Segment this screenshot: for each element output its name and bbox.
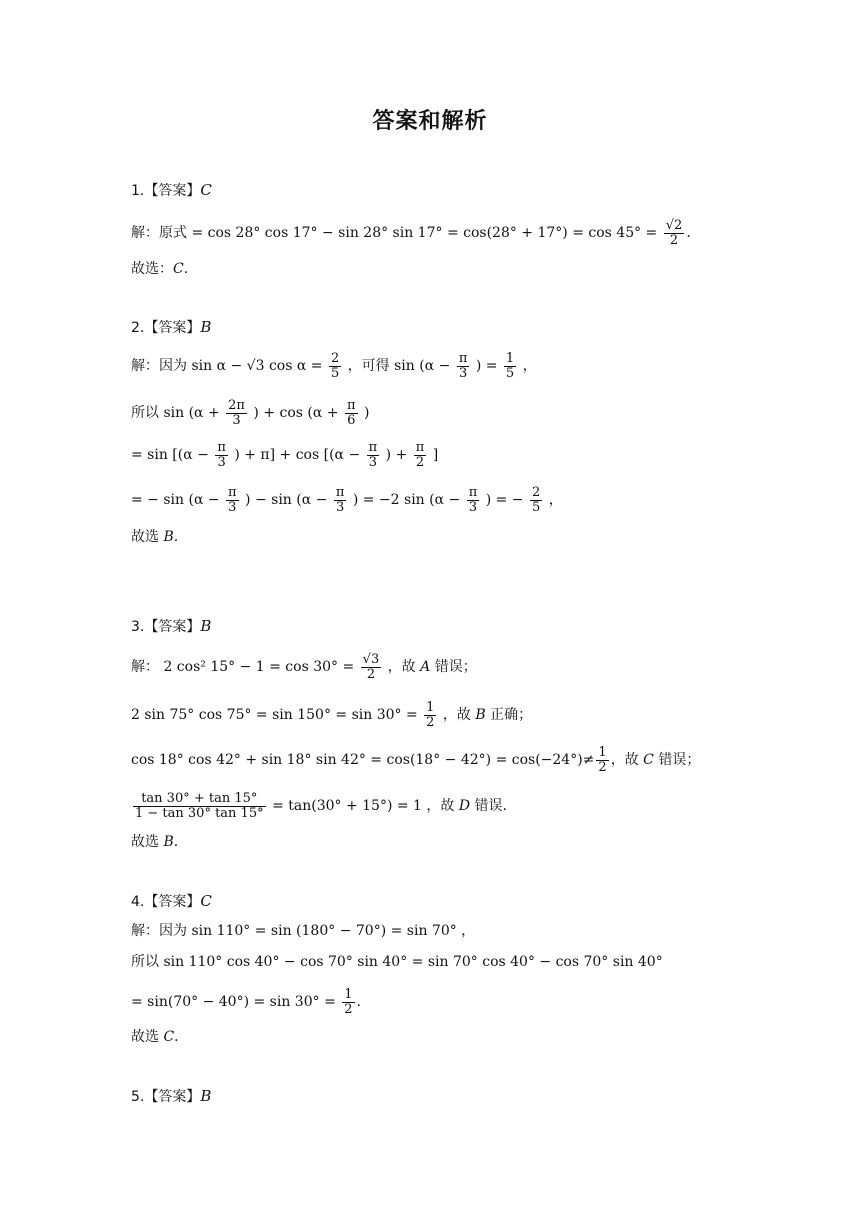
q2-l4-frac-3-den: 3 [468, 499, 478, 515]
q4-l3-a: = sin(70° − 40°) = sin 30° = [131, 994, 336, 1011]
q4-l3-frac-den: 2 [344, 1001, 353, 1017]
q2-l3-frac-3 [414, 441, 427, 469]
q3-l4-frac [133, 792, 266, 820]
q2-l4-frac-4-num: 2 [531, 485, 541, 500]
q2-l1-frac-2-den: 3 [458, 365, 468, 381]
q4-choice-label: 故选 [131, 1029, 164, 1045]
q3-l1-a: 解： 2 cos² 15° − 1 = cos 30° = [131, 659, 355, 676]
q3-l3-a: cos 18° cos 42° + sin 18° sin 42° = cos(18° − 42°) = cos(−24°)≠ [131, 752, 595, 769]
q2-l1-c: ) = [475, 358, 498, 375]
q1-heading-label: 1.【答案】 [131, 183, 201, 199]
q2-l3-frac-2 [367, 441, 380, 469]
q3-answer: B [200, 617, 212, 635]
q3-heading [131, 616, 211, 637]
q3-l2-frac [424, 701, 436, 729]
q2-l2-frac-2 [345, 399, 358, 427]
q4-heading-label: 4.【答案】 [131, 894, 201, 910]
q2-answer: B [200, 318, 212, 336]
q2-l4-frac-1-num: π [228, 485, 237, 500]
q2-l1-frac-2-num: π [458, 351, 468, 366]
q4-l3-b: . [356, 994, 361, 1011]
q2-l4-e: ， [548, 492, 563, 509]
q1-fraction [664, 219, 685, 247]
q2-l1-frac-1-den: 5 [330, 365, 340, 381]
q2-l3-frac-3-num: π [415, 440, 425, 455]
q3-l4-option: D [458, 798, 471, 815]
q3-l4-frac-num: tan 30° + tan 15° [133, 792, 266, 807]
q4-heading [131, 891, 212, 912]
q2-l3-frac-2-num: π [368, 440, 378, 455]
q1-solution-end: . [686, 225, 691, 242]
q3-l2-a: 2 sin 75° cos 75° = sin 150° = sin 30° = [131, 707, 418, 724]
q2-l3-frac-1 [215, 441, 228, 469]
q3-choice-end: . [173, 834, 179, 850]
q5-heading-label: 5.【答案】 [131, 1089, 201, 1105]
q1-heading [131, 180, 212, 201]
q3-line-4 [131, 792, 507, 820]
q1-solution-expression: = cos 28° cos 17° − sin 28° sin 17° = cos(28° + 17°) = cos 45° = [191, 225, 658, 242]
q2-l2-frac-1-num: 2π [228, 398, 245, 413]
q3-l1-option: A [420, 659, 431, 676]
q4-l3-frac [342, 988, 354, 1016]
q1-fraction-num: √2 [665, 218, 683, 233]
q4-line-1: 解：因为 sin 110° = sin (180° − 70°) = sin 70° ， [131, 923, 476, 939]
q2-l3-c: ) + [385, 447, 408, 464]
q2-l1-frac-3-den: 5 [505, 365, 515, 381]
q2-l1-frac-1-num: 2 [330, 351, 340, 366]
q2-line-1 [131, 352, 537, 380]
q2-l3-frac-1-num: π [217, 440, 226, 455]
q3-l1-frac-den: 2 [366, 666, 376, 682]
q2-line-2 [131, 399, 369, 427]
q3-l3-frac [596, 746, 608, 774]
q2-l1-b: ，可得 sin (α − [347, 358, 451, 375]
q2-l4-d: ) = − [485, 492, 524, 509]
q3-l1-frac-num: √3 [362, 652, 380, 667]
q1-choice-end: . [183, 261, 189, 277]
q3-l1-b: ，故 [387, 659, 421, 676]
q4-choice [131, 1027, 179, 1047]
q3-line-2 [131, 701, 532, 729]
q3-line-3 [131, 746, 700, 774]
q2-l4-frac-2-den: 3 [335, 499, 345, 515]
q2-l4-frac-2 [334, 486, 347, 514]
q3-l2-frac-den: 2 [426, 714, 435, 730]
q4-line-2: 所以 sin 110° cos 40° − cos 70° sin 40° = sin 70° cos 40° − cos 70° sin 40° [131, 954, 663, 970]
q3-line-1 [131, 653, 477, 681]
q2-l4-frac-3 [467, 486, 480, 514]
q2-l1-a: 解：因为 sin α − √3 cos α = [131, 358, 323, 375]
q5-heading [131, 1086, 211, 1107]
q2-l1-frac-1 [329, 352, 341, 380]
q2-l1-frac-3-num: 1 [505, 351, 515, 366]
q5-answer: B [200, 1087, 212, 1105]
q2-l4-frac-4 [530, 486, 542, 514]
q4-answer: C [200, 892, 212, 910]
q2-l2-frac-2-den: 6 [347, 412, 356, 428]
q2-l4-frac-1-den: 3 [228, 499, 237, 515]
q2-l1-frac-3 [504, 352, 516, 380]
q3-choice-label: 故选 [131, 834, 164, 850]
q2-l2-frac-1-den: 3 [232, 412, 241, 428]
q3-l1-frac [361, 653, 382, 681]
q1-solution-label: 解：原式 [131, 225, 187, 242]
q4-line-3 [131, 988, 361, 1016]
q1-choice [131, 259, 188, 279]
q2-l2-c: ) [363, 405, 370, 422]
q2-choice-value: B [163, 529, 174, 545]
q2-l4-frac-2-num: π [335, 485, 345, 500]
q3-l4-frac-den: 1 − tan 30° tan 15° [135, 805, 264, 821]
q1-answer: C [200, 181, 212, 199]
q1-solution [131, 219, 691, 247]
q2-l3-frac-1-den: 3 [217, 454, 226, 470]
q2-line-4 [131, 486, 563, 514]
q3-l2-option: B [475, 707, 486, 724]
q1-choice-label: 故选： [131, 261, 173, 277]
q2-heading [131, 317, 211, 338]
q3-l3-c: 错误； [653, 752, 701, 769]
q4-choice-end: . [174, 1029, 179, 1045]
q3-heading-label: 3.【答案】 [131, 619, 201, 635]
q2-l3-b: ) + π] + cos [(α − [234, 447, 361, 464]
q3-choice [131, 832, 178, 852]
q2-l2-a: 所以 sin (α + [131, 405, 220, 422]
q3-l3-option: C [643, 752, 654, 769]
q2-choice-label: 故选 [131, 529, 164, 545]
q2-l4-frac-4-den: 5 [531, 499, 541, 515]
q2-l3-d: ] [432, 447, 439, 464]
q1-choice-value: C [173, 261, 184, 277]
q2-l4-frac-1 [226, 486, 239, 514]
q2-choice-end: . [173, 529, 179, 545]
q2-l3-frac-3-den: 2 [415, 454, 425, 470]
q3-l3-frac-num: 1 [598, 745, 607, 760]
q4-l3-frac-num: 1 [344, 987, 353, 1002]
q3-l1-c: 错误； [430, 659, 477, 676]
q2-choice [131, 527, 178, 547]
q2-line-3 [131, 441, 438, 469]
q3-l2-b: ，故 [442, 707, 476, 724]
q2-l4-a: = − sin (α − [131, 492, 220, 509]
q2-l3-frac-2-den: 3 [368, 454, 378, 470]
q3-choice-value: B [163, 834, 174, 850]
q2-l1-frac-2 [457, 352, 470, 380]
q3-l3-frac-den: 2 [598, 759, 607, 775]
q3-l2-frac-num: 1 [426, 700, 435, 715]
q2-l1-d: ， [522, 358, 537, 375]
q2-l4-b: ) − sin (α − [245, 492, 328, 509]
q3-l4-b: 错误. [470, 798, 507, 815]
q2-heading-label: 2.【答案】 [131, 320, 201, 336]
q3-l2-c: 正确； [485, 707, 533, 724]
q2-l3-a: = sin [(α − [131, 447, 209, 464]
q2-l2-b: ) + cos (α + [253, 405, 339, 422]
q4-choice-value: C [163, 1029, 175, 1045]
q2-l2-frac-2-num: π [346, 398, 356, 413]
q3-l3-b: ，故 [610, 752, 644, 769]
q2-l2-frac-1 [226, 399, 247, 427]
q2-l4-frac-3-num: π [468, 485, 478, 500]
q3-l4-a: = tan(30° + 15°) = 1 ，故 [272, 798, 459, 815]
q1-fraction-den: 2 [669, 232, 679, 248]
page-title: 答案和解析 [372, 109, 488, 134]
q2-l4-c: ) = −2 sin (α − [352, 492, 461, 509]
